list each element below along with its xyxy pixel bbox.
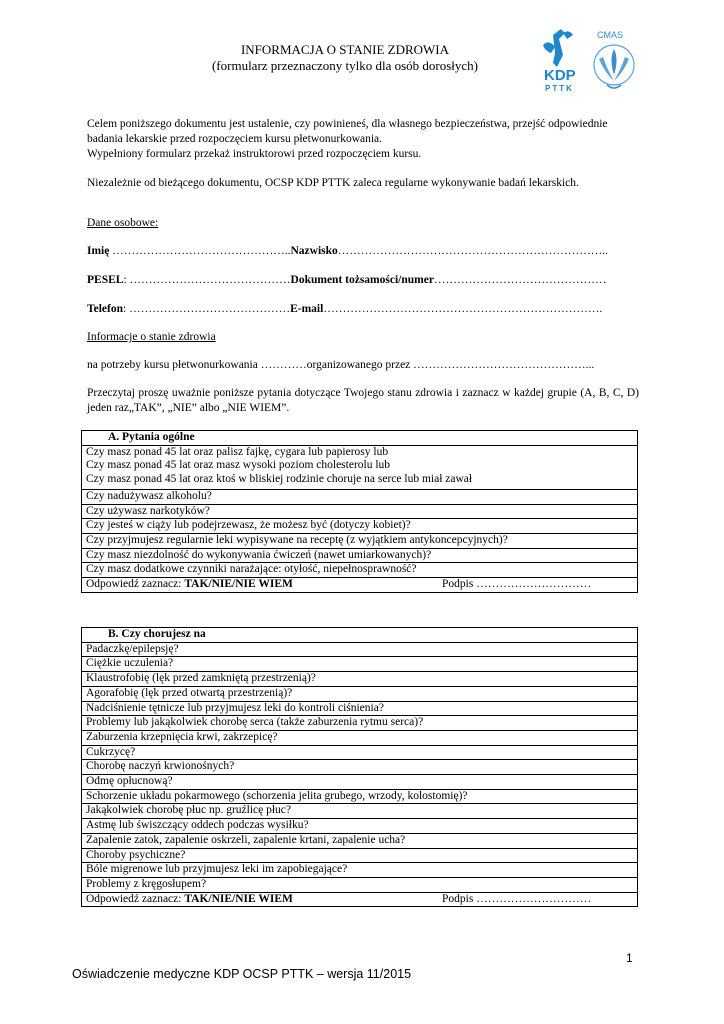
logos (535, 25, 645, 95)
answer-prefix: Odpowiedź zaznacz: (86, 892, 185, 905)
section-b-answer-row[interactable] (82, 892, 638, 907)
table-row: Bóle migrenowe lub przyjmujesz leki im zapobiegające? (82, 863, 638, 878)
table-row: Czy nadużywasz alkoholu? (82, 489, 638, 504)
intro-recommendation: Niezależnie od bieżącego dokumentu, OCSP KDP PTTK zaleca regularne wykonywanie badań lekarskich. (87, 177, 579, 189)
table-row: Klaustrofobię (lęk przed zamkniętą przestrzenią)? (82, 672, 638, 687)
id-document-field[interactable]: ……………………………………… (433, 274, 607, 286)
phone-field[interactable]: : …………………………………… (123, 303, 291, 315)
id-row (87, 273, 647, 288)
name-row (87, 244, 647, 259)
pesel-label: PESEL (87, 274, 124, 286)
section-a-group-item: Czy masz ponad 45 lat oraz ktoś w bliskiej rodzinie choruje na serce lub miał zawał (86, 473, 473, 486)
svg-text:CMAS: CMAS (597, 30, 624, 40)
section-a-answer-row[interactable] (82, 578, 638, 593)
table-row: Choroby psychiczne? (82, 848, 638, 863)
svg-text:KDP: KDP (544, 67, 576, 84)
page-number: 1 (626, 951, 633, 965)
table-row: Czy używasz narkotyków? (82, 504, 638, 519)
phone-label: Telefon (87, 303, 123, 315)
table-row: Padaczkę/epilepsję? (82, 642, 638, 657)
table-row: Problemy lub jakąkolwiek chorobę serca (także zaburzenia rytmu serca)? (82, 716, 638, 731)
section-b-table (81, 627, 638, 907)
document-title: INFORMACJA O STANIE ZDROWIA (240, 42, 450, 57)
intro-submit-note: Wypełniony formularz przekaż instruktorowi przed rozpoczęciem kursu. (87, 148, 422, 160)
table-row: Problemy z kręgosłupem? (82, 877, 638, 892)
table-row: Czy masz dodatkowe czynniki narażające: otyłość, niepełnosprawność? (82, 563, 638, 578)
contact-row (87, 302, 647, 317)
last-name-label: Nazwisko (290, 245, 338, 257)
personal-data-heading: Dane osobowe: (87, 217, 159, 229)
first-name-field[interactable]: ……………………………………….. (109, 245, 291, 257)
table-row: Agorafobię (lęk przed otwartą przestrzenią)? (82, 686, 638, 701)
table-row: Zaburzenia krzepnięcia krwi, zakrzepicę? (82, 730, 638, 745)
table-row: Czy przyjmujesz regularnie leki wypisywane na receptę (z wyjątkiem antykoncepcyjnych)? (82, 533, 638, 548)
answer-options[interactable]: TAK/NIE/NIE WIEM (184, 892, 293, 905)
table-row: Nadciśnienie tętnicze lub przyjmujesz leki do kontroli ciśnienia? (82, 701, 638, 716)
id-document-label: Dokument tożsamości/numer (290, 274, 434, 286)
table-row: Czy masz niezdolność do wykonywania ćwiczeń (nawet umiarkowanych)? (82, 548, 638, 563)
svg-text:PTTK: PTTK (545, 84, 574, 93)
section-a-heading: A. Pytania ogólne (82, 431, 638, 446)
table-row: Schorzenie układu pokarmowego (schorzenia jelita grubego, wrzody, kolostomię)? (82, 789, 638, 804)
first-name-label: Imię (87, 245, 110, 257)
cmas-logo (585, 25, 643, 95)
section-a-group-item: Czy masz ponad 45 lat oraz masz wysoki poziom cholesterolu lub (86, 459, 391, 472)
document-subtitle: (formularz przeznaczony tylko dla osób dorosłych) (211, 58, 479, 73)
signature-field[interactable]: Podpis ………………………… (442, 892, 592, 905)
footer-text: Oświadczenie medyczne KDP OCSP PTTK – wersja 11/2015 (72, 967, 412, 981)
email-field[interactable]: ………………………………………………………………. (323, 303, 603, 315)
table-row: Cukrzycę? (82, 745, 638, 760)
table-row: Astmę lub świszczący oddech podczas wysiłku? (82, 819, 638, 834)
table-row: Jakąkolwiek chorobę płuc np. gruźlicę płuc? (82, 804, 638, 819)
table-row: Zapalenie zatok, zapalenie oskrzeli, zapalenie krtani, zapalenie ucha? (82, 833, 638, 848)
instructions: Przeczytaj proszę uważnie poniższe pytania dotyczące Twojego stanu zdrowia i zaznacz w każdej grupie (A, B, C, D) jeden raz„TAK”, „NIE” albo „NIE WIEM”. (87, 387, 639, 414)
last-name-field[interactable]: …………………………………………………………….. (337, 245, 609, 257)
email-label: E-mail (290, 303, 324, 315)
section-a-group-item: Czy masz ponad 45 lat oraz palisz fajkę, cygara lub papierosy lub (86, 445, 389, 458)
table-row: Ciężkie uczulenia? (82, 657, 638, 672)
table-row: Czy jesteś w ciąży lub podejrzewasz, że możesz być (dotyczy kobiet)? (82, 519, 638, 534)
section-a-group (82, 445, 638, 489)
section-a-table (81, 430, 638, 593)
intro-paragraph: Celem poniższego dokumentu jest ustalenie, czy powinieneś, dla własnego bezpieczeństwa, przejść odpowiednie badania lekarskie przed rozpoczęciem kursu płetwonurkowania. (87, 118, 608, 145)
signature-field[interactable]: Podpis ………………………… (442, 578, 592, 591)
health-info-heading: Informacje o stanie zdrowia (87, 331, 216, 343)
answer-options[interactable]: TAK/NIE/NIE WIEM (184, 578, 293, 591)
pesel-field[interactable]: : …………………………………… (123, 274, 291, 286)
table-row: Odmę opłucnową? (82, 775, 638, 790)
table-row: Chorobę naczyń krwionośnych? (82, 760, 638, 775)
course-line[interactable]: na potrzeby kursu płetwonurkowania …………organizowanego przez ………………………………………... (87, 359, 595, 371)
answer-prefix: Odpowiedź zaznacz: (86, 578, 185, 591)
section-b-heading: B. Czy chorujesz na (82, 628, 638, 643)
